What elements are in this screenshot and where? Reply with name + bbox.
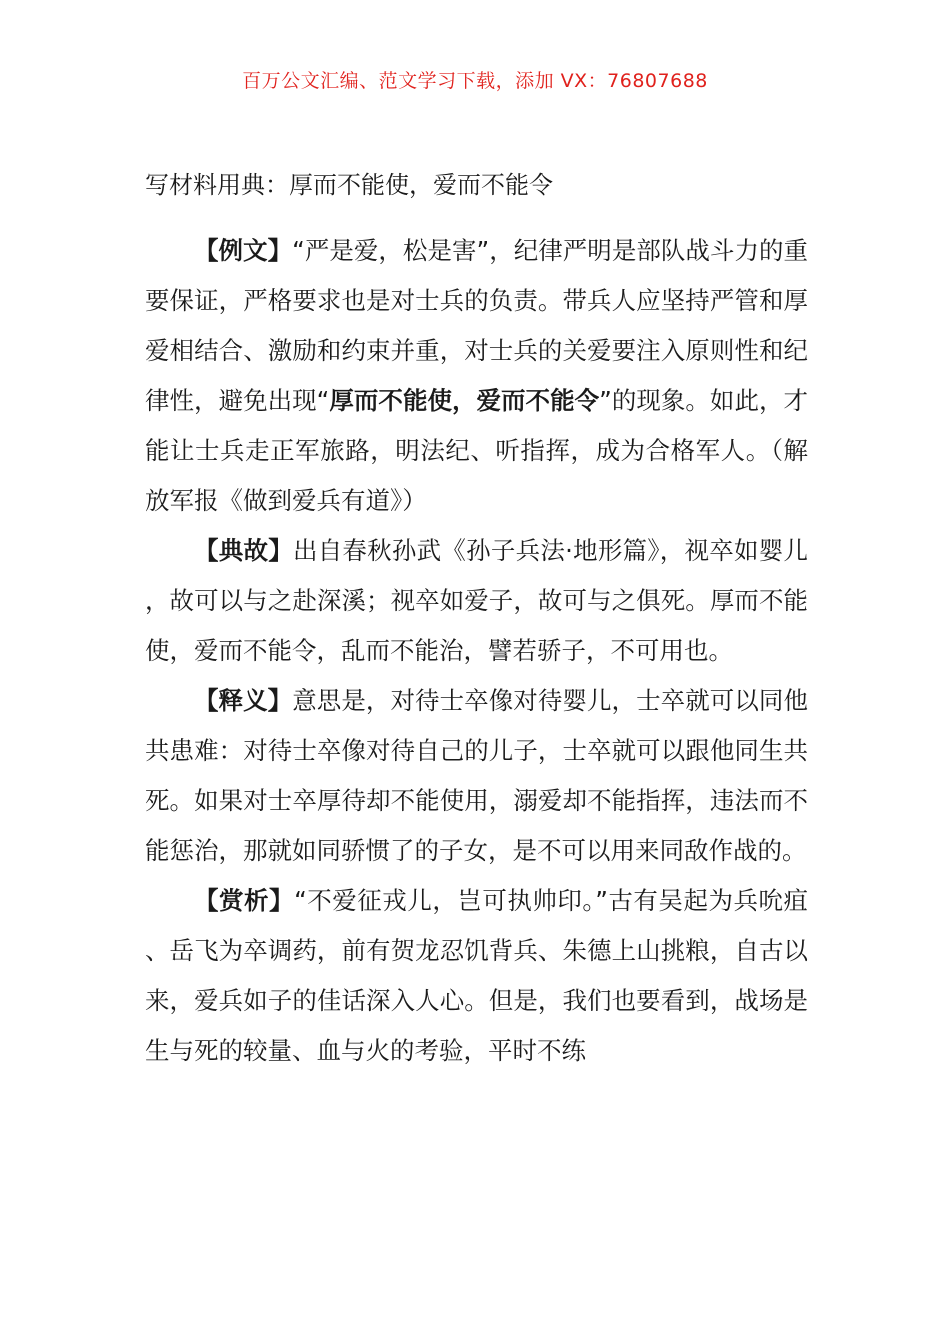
meaning-text: 意思是，对待士卒像对待婴儿，士卒就可以同他共患难：对待士卒像对待自己的儿子，士卒就可以跟他同生共死。如果对士卒厚待却不能使用，溺爱却不能指挥，违法而不能惩治，那就如同骄惯了的子女，是不可以用来同敌作战的。 <box>145 686 808 865</box>
allusion-tag: 【典故】 <box>194 536 293 565</box>
analysis-text: “不爱征戎儿，岂可执帅印。”古有吴起为兵吮疽、岳飞为卒调药，前有贺龙忍饥背兵、朱德上山挑粮，自古以来，爱兵如子的佳话深入人心。但是，我们也要看到，战场是生与死的较量、血与火的考验，平时不练 <box>145 886 808 1065</box>
analysis-tag: 【赏析】 <box>194 886 295 915</box>
analysis-paragraph <box>145 876 808 1076</box>
meaning-paragraph <box>145 676 808 876</box>
example-tag: 【例文】 <box>194 236 293 265</box>
document-title: 写材料用典：厚而不能使，爱而不能令 <box>145 171 553 199</box>
allusion-text: 出自春秋孙武《孙子兵法·地形篇》，视卒如婴儿，故可以与之赴深溪；视卒如爱子，故可与之俱死。厚而不能使，爱而不能令，乱而不能治，譬若骄子，不可用也。 <box>145 536 808 665</box>
example-text-before: “严是爱，松是害”，纪律严明是部队战斗力的重要保证，严格要求也是对士兵的负责。带兵人应坚持严管和厚爱相结合、激励和约束并重，对士兵的关爱要注入原则性和纪律性，避免出现“ <box>145 236 809 415</box>
allusion-paragraph <box>145 526 808 676</box>
meaning-tag: 【释义】 <box>194 686 293 715</box>
example-highlight: 厚而不能使，爱而不能令 <box>329 386 600 415</box>
example-text-after: ”的现象。如此，才能让士兵走正军旅路，明法纪、听指挥，成为合格军人。（解放军报《做到爱兵有道》） <box>145 386 808 515</box>
document-body <box>145 226 808 1076</box>
header-banner: 百万公文汇编、范文学习下载，添加 VX：76807688 <box>242 70 708 92</box>
example-paragraph <box>145 226 808 526</box>
